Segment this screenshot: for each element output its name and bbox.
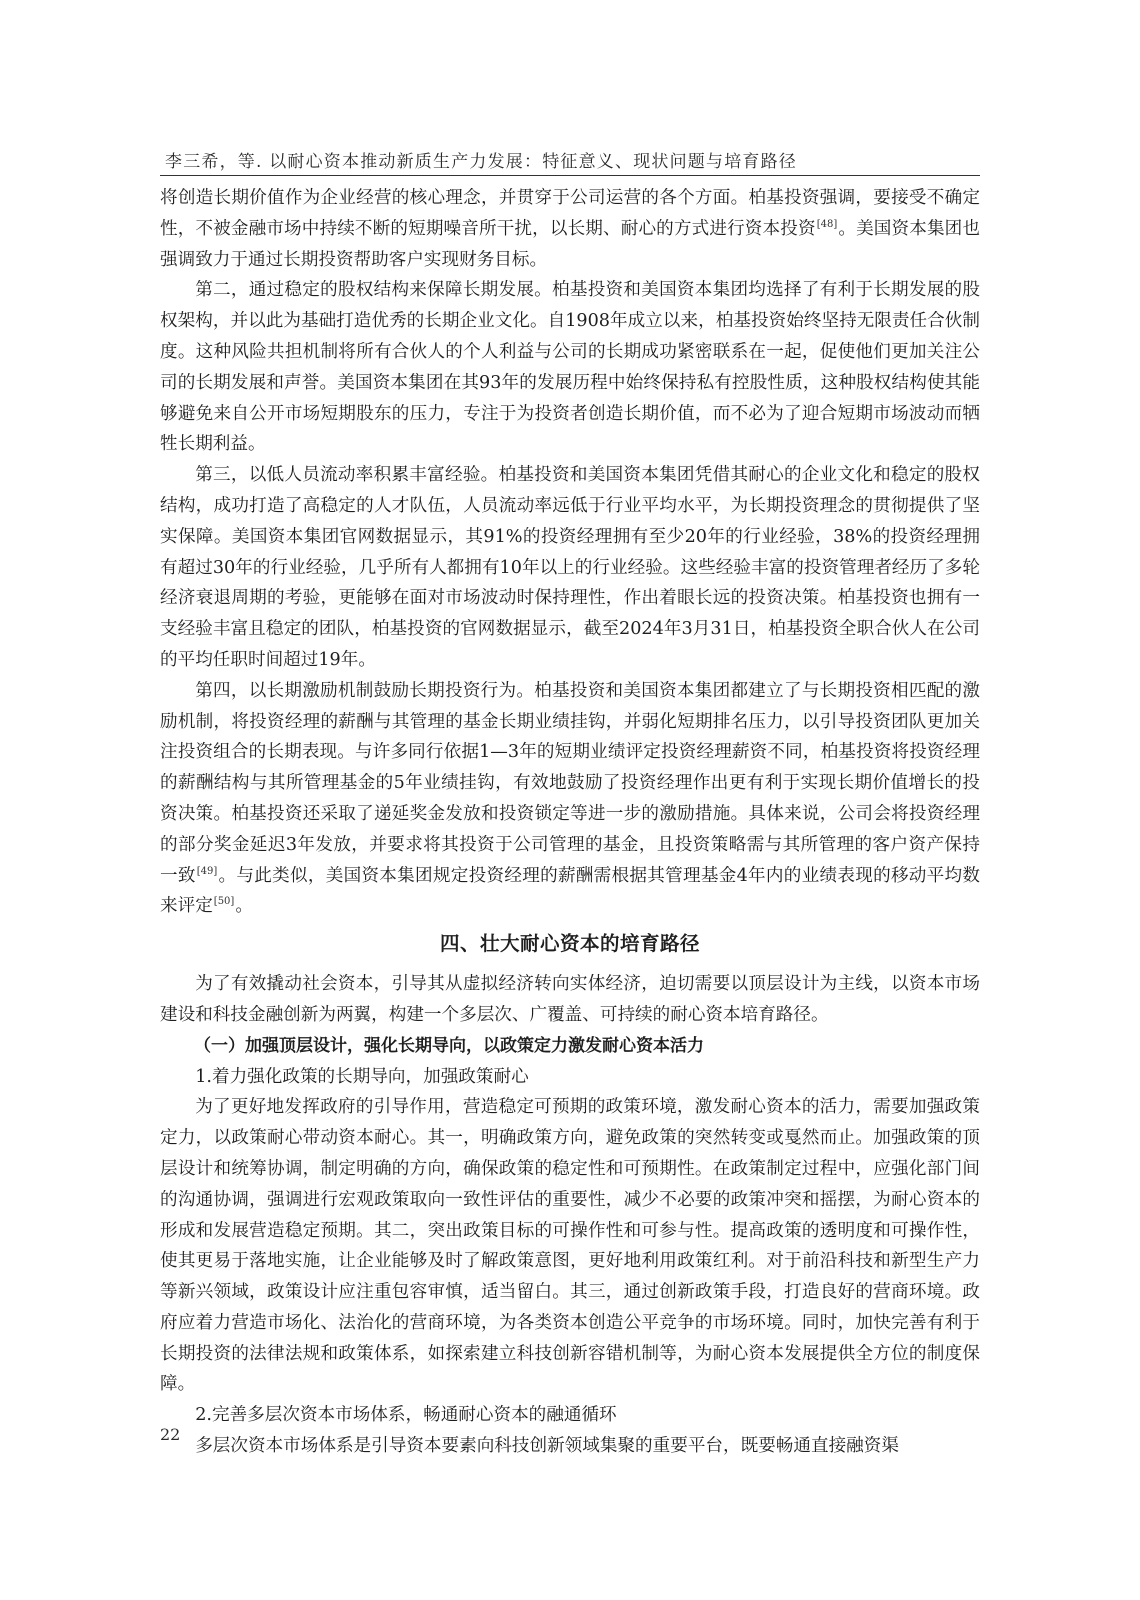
paragraph-staff-turnover: 第三，以低人员流动率积累丰富经验。柏基投资和美国资本集团凭借其耐心的企业文化和稳定的股权结构，成功打造了高稳定的人才队伍，人员流动率远低于行业平均水平，为长期投资理念的贯彻提供了坚实保障。美国资本集团官网数据显示，其91%的投资经理拥有至少20年的行业经验，38%的投资经理拥有超过30年的行业经验，几乎所有人都拥有10年以上的行业经验。这些经验丰富的投资管理者经历了多轮经济衰退周期的考验，更能够在面对市场波动时保持理性，作出着眼长远的投资决策。柏基投资也拥有一支经验丰富且稳定的团队，柏基投资的官网数据显示，截至2024年3月31日，柏基投资全职合伙人在公司的平均任职时间超过19年。 bbox=[160, 465, 980, 670]
citation-49[interactable]: [49] bbox=[196, 865, 218, 877]
paragraph-text: 。 bbox=[235, 896, 253, 917]
running-head: 李三希，等. 以耐心资本推动新质生产力发展：特征意义、现状问题与培育路径 bbox=[165, 152, 798, 172]
section-heading: 四、壮大耐心资本的培育路径 bbox=[439, 932, 700, 956]
paragraph-text: 。美国资本集团也强调致力于通过长期投资帮助客户实现财务目标。 bbox=[160, 218, 980, 270]
header-rule bbox=[160, 175, 980, 176]
paragraph-equity-structure: 第二，通过稳定的股权结构来保障长期发展。柏基投资和美国资本集团均选择了有利于长期发展的股权架构，并以此为基础打造优秀的长期企业文化。自1908年成立以来，柏基投资始终坚持无限责任合伙制度。这种风险共担机制将所有合伙人的个人利益与公司的长期成功紧密联系在一起，促使他们更加关注公司的长期发展和声誉。美国资本集团在其93年的发展历程中始终保持私有控股性质，这种股权结构使其能够避免来自公开市场短期股东的压力，专注于为投资者创造长期价值，而不必为了迎合短期市场波动而牺牲长期利益。 bbox=[160, 280, 980, 455]
citation-50[interactable]: [50] bbox=[213, 896, 235, 908]
item-heading-1: 1.着力强化政策的长期导向，加强政策耐心 bbox=[195, 1066, 529, 1087]
paragraph-incentives bbox=[160, 676, 980, 922]
subsection-heading: （一）加强顶层设计，强化长期导向，以政策定力激发耐心资本活力 bbox=[194, 1035, 704, 1056]
citation-48[interactable]: [48] bbox=[816, 218, 838, 230]
item-heading-2: 2.完善多层次资本市场体系，畅通耐心资本的融通循环 bbox=[195, 1405, 617, 1426]
paragraph-section-intro: 为了有效撬动社会资本，引导其从虚拟经济转向实体经济，迫切需要以顶层设计为主线，以资本市场建设和科技金融创新为两翼，构建一个多层次、广覆盖、可持续的耐心资本培育路径。 bbox=[160, 974, 980, 1025]
paragraph-policy-patience: 为了更好地发挥政府的引导作用，营造稳定可预期的政策环境，激发耐心资本的活力，需要加强政策定力，以政策耐心带动资本耐心。其一，明确政策方向，避免政策的突然转变或戛然而止。加强政策的顶层设计和统筹协调，制定明确的方向，确保政策的稳定性和可预期性。在政策制定过程中，应强化部门间的沟通协调，强调进行宏观政策取向一致性评估的重要性，减少不必要的政策冲突和摇摆，为耐心资本的形成和发展营造稳定预期。其二，突出政策目标的可操作性和可参与性。提高政策的透明度和可操作性，使其更易于落地实施，让企业能够及时了解政策意图，更好地利用政策红利。对于前沿科技和新型生产力等新兴领域，政策设计应注重包容审慎，适当留白。其三，通过创新政策手段，打造良好的营商环境。政府应着力营造市场化、法治化的营商环境，为各类资本创造公平竞争的市场环境。同时，加快完善有利于长期投资的法律法规和政策体系，如探索建立科技创新容错机制等，为耐心资本发展提供全方位的制度保障。 bbox=[160, 1097, 980, 1395]
paragraph-continued bbox=[160, 183, 980, 275]
paragraph-text: 第四，以长期激励机制鼓励长期投资行为。柏基投资和美国资本集团都建立了与长期投资相匹配的激励机制，将投资经理的薪酬与其管理的基金长期业绩挂钩，并弱化短期排名压力，以引导投资团队更加关注投资组合的长期表现。与许多同行依据1—3年的短期业绩评定投资经理薪资不同，柏基投资将投资经理的薪酬结构与其所管理基金的5年业绩挂钩，有效地鼓励了投资经理作出更有利于实现长期价值增长的投资决策。柏基投资还采取了递延奖金发放和投资锁定等进一步的激励措施。具体来说，公司会将投资经理的部分奖金延迟3年发放，并要求将其投资于公司管理的基金，且投资策略需与其所管理的客户资产保持一致 bbox=[160, 680, 980, 886]
body-text bbox=[160, 183, 980, 1462]
page-number: 22 bbox=[160, 1425, 181, 1444]
paragraph-capital-market: 多层次资本市场体系是引导资本要素向科技创新领域集聚的重要平台，既要畅通直接融资渠 bbox=[195, 1436, 899, 1457]
paragraph-text: 将创造长期价值作为企业经营的核心理念，并贯穿于公司运营的各个方面。柏基投资强调，要接受不确定性，不被金融市场中持续不断的短期噪音所干扰，以长期、耐心的方式进行资本投资 bbox=[160, 188, 980, 239]
paragraph-text: 。与此类似，美国资本集团规定投资经理的薪酬需根据其管理基金4年内的业绩表现的移动平均数来评定 bbox=[160, 865, 980, 917]
